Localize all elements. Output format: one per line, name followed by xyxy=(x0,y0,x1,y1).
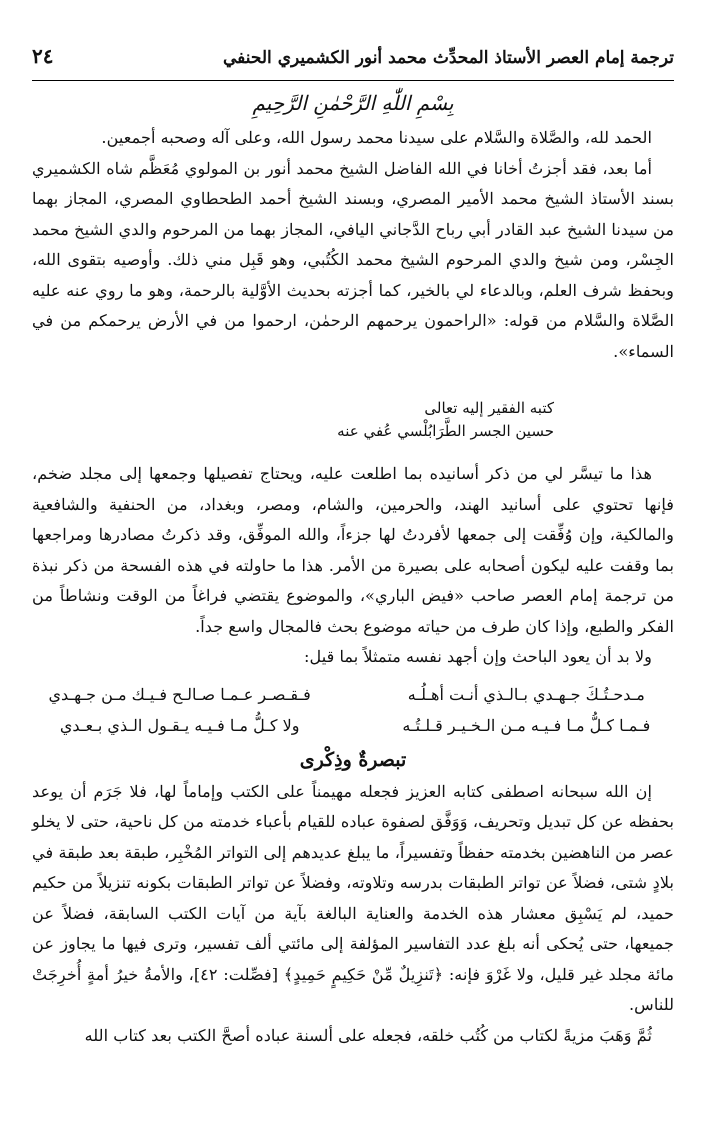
poem-hemistich-first: مـدحـتُـكَ جـهـدي بـالـذي أنـت أهـلُـه xyxy=(407,684,645,704)
section-heading: تبصرةٌ وذِكْرى xyxy=(299,748,407,771)
section-paragraph-1: إن الله سبحانه اصطفى كتابه العزيز فجعله مهيمناً على الكتب وإماماً لها، فلا جَرَم أن يوعد بحفظه عن كل تبديل وتحريف، وَوَفَّق لصفوة عباده للقيام بأعباء خدمته من كل ناحية، حتى لا يخلو عصر من الناهضين بخدمته حفظاً وتفسيراً، ما يبلغ عديدهم إلى التواتر المُخْبِر، طبقة بعد طبقة في بلادٍ شتى، فضلاً عن تواتر الطبقات بدرسه وتلاوته، وفضلاً عن تواتر الطبقات بكونه تنزيلاً من حكيم حميد، لم يَسْبِق معشار هذه الخدمة والعناية البالغة بآية من آيات الكتب السابقة، فضلاً عن جميعها، حتى يُحكى أنه بلغ عدد التفاسير المؤلفة إلى مائتي ألف تفسير، وترى فيها ما يجاوز عن مائة مجلد غير قليل، ولا غَرْوَ فإنه: ﴿تَنزِيلٌ مِّنْ حَكِيمٍ حَمِيدٍ﴾ [فصِّلت: ٤٢]، والأمةُ خيرُ أمةٍ أُخرِجَتْ للناس. xyxy=(32,781,674,1014)
poem-verse xyxy=(32,710,674,741)
page-number: ٢٤ xyxy=(32,44,54,68)
section-paragraph-2: ثُمَّ وَهَبَ مزيةً لكتاب من كُتُب خلقه، فجعله على ألسنة عباده أصحَّ الكتب بعد كتاب الله xyxy=(84,1025,652,1045)
page-header xyxy=(32,44,674,78)
ijaza-body: أما بعد، فقد أجزتُ أخانا في الله الفاضل الشيخ محمد أنور بن المولوي مُعَظَّم شاه الكشميري بسند الأستاذ الشيخ محمد الأمير المصري، وبسند الشيخ أحمد الطحطاوي المصري، المجاز بهما من سيدنا الشيخ عبد القادر أبي رباح الدَّجاني اليافي، المجاز بهما من المرحوم والدي الشيخ محمد الجِسْر، ومن شيخ والدي المرحوم الشيخ محمد الكُتُبي، وهو قَبِل مني ذلك. وأوصيه بتقوى الله، وبحفظ شرف العلم، وبالدعاء لي بالخير، كما أجزته بحديث الأوَّلية بالرحمة، وهو ما روي عنه عليه الصَّلاة والسَّلام من قوله: «الراحمون يرحمهم الرحمٰن، ارحموا من في الأرض يرحمكم من في السماء». xyxy=(32,158,674,361)
signature-line-1: كتبه الفقير إليه تعالى xyxy=(424,399,554,417)
signature-line-2: حسين الجسر الطَّرَابُلْسي عُفي عنه xyxy=(337,422,554,440)
poem-hemistich-second: ولا كـلُّ مـا فـيـه يـقـول الـذي بـعـدي xyxy=(59,715,300,735)
basmala-calligraphy: بِسْمِ اللّٰهِ الرَّحْمٰنِ الرَّحِيمِ xyxy=(252,91,454,115)
ijaza-signature xyxy=(32,397,554,443)
ijaza-opening: الحمد لله، والصَّلاة والسَّلام على سيدنا محمد رسول الله، وعلى آله وصحبه أجمعين. xyxy=(101,128,652,147)
poem-hemistich-second: فـقـصـر عـمـا صـالـح فـيـك مـن جـهـدي xyxy=(48,684,311,704)
intro-paragraph: هذا ما تيسَّر لي من ذكر أسانيده بما اطلعت عليه، ويحتاج تفصيلها وجمعها إلى مجلد ضخم، فإنها تحتوي على أسانيد الهند، والحرمين، والشام، ومصر، وبغداد، من الحنفية والشافعية والمالكية، وإن وُفِّقت إلى جمعها لأفردتُ لها جزءاً، والله الموفِّق، وقد ذكرتُ مصادرها ومراجعها بما وقفت عليه ليكون أصحابه على بصيرة من الأمر. هذا ما حاولته في هذه الفسحة من ذكر نبذة من ترجمة إمام العصر صاحب «فيض الباري»، والموضوع يقتضي فراغاً من الوقت ونشاطاً من الفكر والطبع، وإذا كان طرف من حياته موضوع بحث فالمجال واسع جداً. xyxy=(32,464,674,636)
intro-closing: ولا بد أن يعود الباحث وإن أجهد نفسه متمثلاً بما قيل: xyxy=(304,647,652,666)
header-rule xyxy=(32,80,674,81)
poem xyxy=(32,679,674,741)
running-title: ترجمة إمام العصر الأستاذ المحدِّث محمد أنور الكشميري الحنفي xyxy=(223,48,674,68)
poem-hemistich-first: فـمـا كـلُّ مـا فـيـه مـن الـخـيـر قـلـتُـه xyxy=(402,715,651,735)
basmala-container xyxy=(32,91,674,115)
poem-verse xyxy=(32,679,674,710)
book-page xyxy=(0,44,708,1145)
